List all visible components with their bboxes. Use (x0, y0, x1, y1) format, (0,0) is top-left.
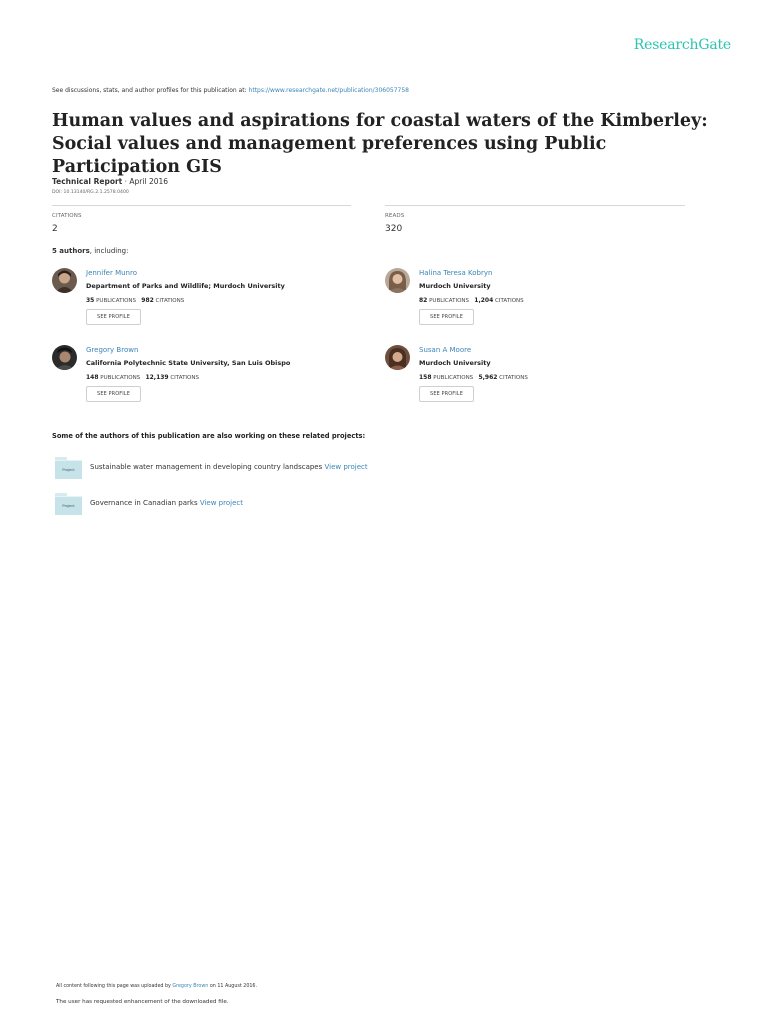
reads-label: READS (385, 213, 405, 219)
author-affiliation: Department of Parks and Wildlife; Murdoch University (86, 282, 285, 290)
author-affiliation: Murdoch University (419, 359, 491, 367)
see-profile-button[interactable]: SEE PROFILE (419, 309, 474, 325)
publication-link[interactable]: https://www.researchgate.net/publication/306057758 (248, 87, 409, 94)
citations-label: CITATIONS (499, 375, 528, 381)
project-title: Sustainable water management in developing country landscapes (90, 463, 325, 471)
author-counts (419, 374, 528, 381)
citations-count: 5,962 (478, 374, 498, 381)
see-profile-button[interactable]: SEE PROFILE (86, 386, 141, 402)
author-counts (86, 297, 184, 304)
authors-count: 5 authors (52, 247, 90, 255)
reads-value: 320 (385, 224, 403, 234)
doi: DOI: 10.13140/RG.2.1.2578.0400 (52, 190, 129, 195)
publications-count: 82 (419, 297, 428, 304)
publications-count: 148 (86, 374, 99, 381)
citations-label: CITATIONS (155, 298, 185, 304)
project-title: Governance in Canadian parks (90, 499, 200, 507)
project-folder-icon (55, 493, 82, 515)
report-meta (52, 177, 168, 186)
discussion-text: See discussions, stats, and author profiles for this publication at: (52, 87, 249, 94)
avatar[interactable] (385, 268, 410, 293)
author-name[interactable]: Halina Teresa Kobryn (419, 269, 493, 277)
upload-note (56, 984, 257, 989)
researchgate-logo[interactable]: ResearchGate (633, 37, 731, 53)
citations-count: 12,139 (145, 374, 169, 381)
project-icon-label: Project (55, 496, 82, 515)
citations-label: CITATIONS (170, 375, 199, 381)
view-project-link[interactable]: View project (324, 463, 368, 471)
author-affiliation: California Polytechnic State University, San Luis Obispo (86, 359, 291, 367)
related-projects-heading: Some of the authors of this publication are also working on these related projects: (52, 432, 366, 440)
enhancement-note: The user has requested enhancement of the downloaded file. (56, 999, 229, 1005)
publications-label: PUBLICATIONS (429, 298, 470, 304)
project-text (90, 463, 368, 471)
divider (52, 205, 351, 206)
upload-suffix: on 11 August 2016. (208, 984, 257, 989)
citations-count: 1,204 (474, 297, 494, 304)
avatar[interactable] (52, 345, 77, 370)
avatar[interactable] (52, 268, 77, 293)
authors-heading-suffix: , including: (89, 247, 129, 255)
see-profile-button[interactable]: SEE PROFILE (419, 386, 474, 402)
publications-count: 158 (419, 374, 432, 381)
publications-label: PUBLICATIONS (96, 298, 137, 304)
publications-label: PUBLICATIONS (100, 375, 141, 381)
discussion-line (52, 87, 409, 94)
project-text (90, 499, 243, 507)
publications-label: PUBLICATIONS (433, 375, 474, 381)
project-icon-label: Project (55, 460, 82, 479)
view-project-link[interactable]: View project (199, 499, 243, 507)
divider (385, 205, 685, 206)
author-name[interactable]: Jennifer Munro (86, 269, 137, 277)
upload-prefix: All content following this page was uploaded by (56, 984, 173, 989)
author-affiliation: Murdoch University (419, 282, 491, 290)
report-date: · April 2016 (122, 177, 169, 186)
citations-label: CITATIONS (52, 213, 82, 219)
avatar[interactable] (385, 345, 410, 370)
report-type: Technical Report (52, 177, 123, 186)
author-name[interactable]: Susan A Moore (419, 346, 472, 354)
see-profile-button[interactable]: SEE PROFILE (86, 309, 141, 325)
citations-count: 982 (141, 297, 154, 304)
uploader-link[interactable]: Gregory Brown (172, 984, 209, 989)
author-name[interactable]: Gregory Brown (86, 346, 139, 354)
publication-title: Human values and aspirations for coastal waters of the Kimberley: Social values and management preferences using Public Participation GIS (52, 111, 708, 177)
publications-count: 35 (86, 297, 95, 304)
author-counts (419, 297, 524, 304)
authors-heading (52, 247, 128, 255)
citations-label: CITATIONS (495, 298, 524, 304)
citations-value: 2 (52, 224, 58, 234)
project-folder-icon (55, 457, 82, 479)
author-counts (86, 374, 199, 381)
